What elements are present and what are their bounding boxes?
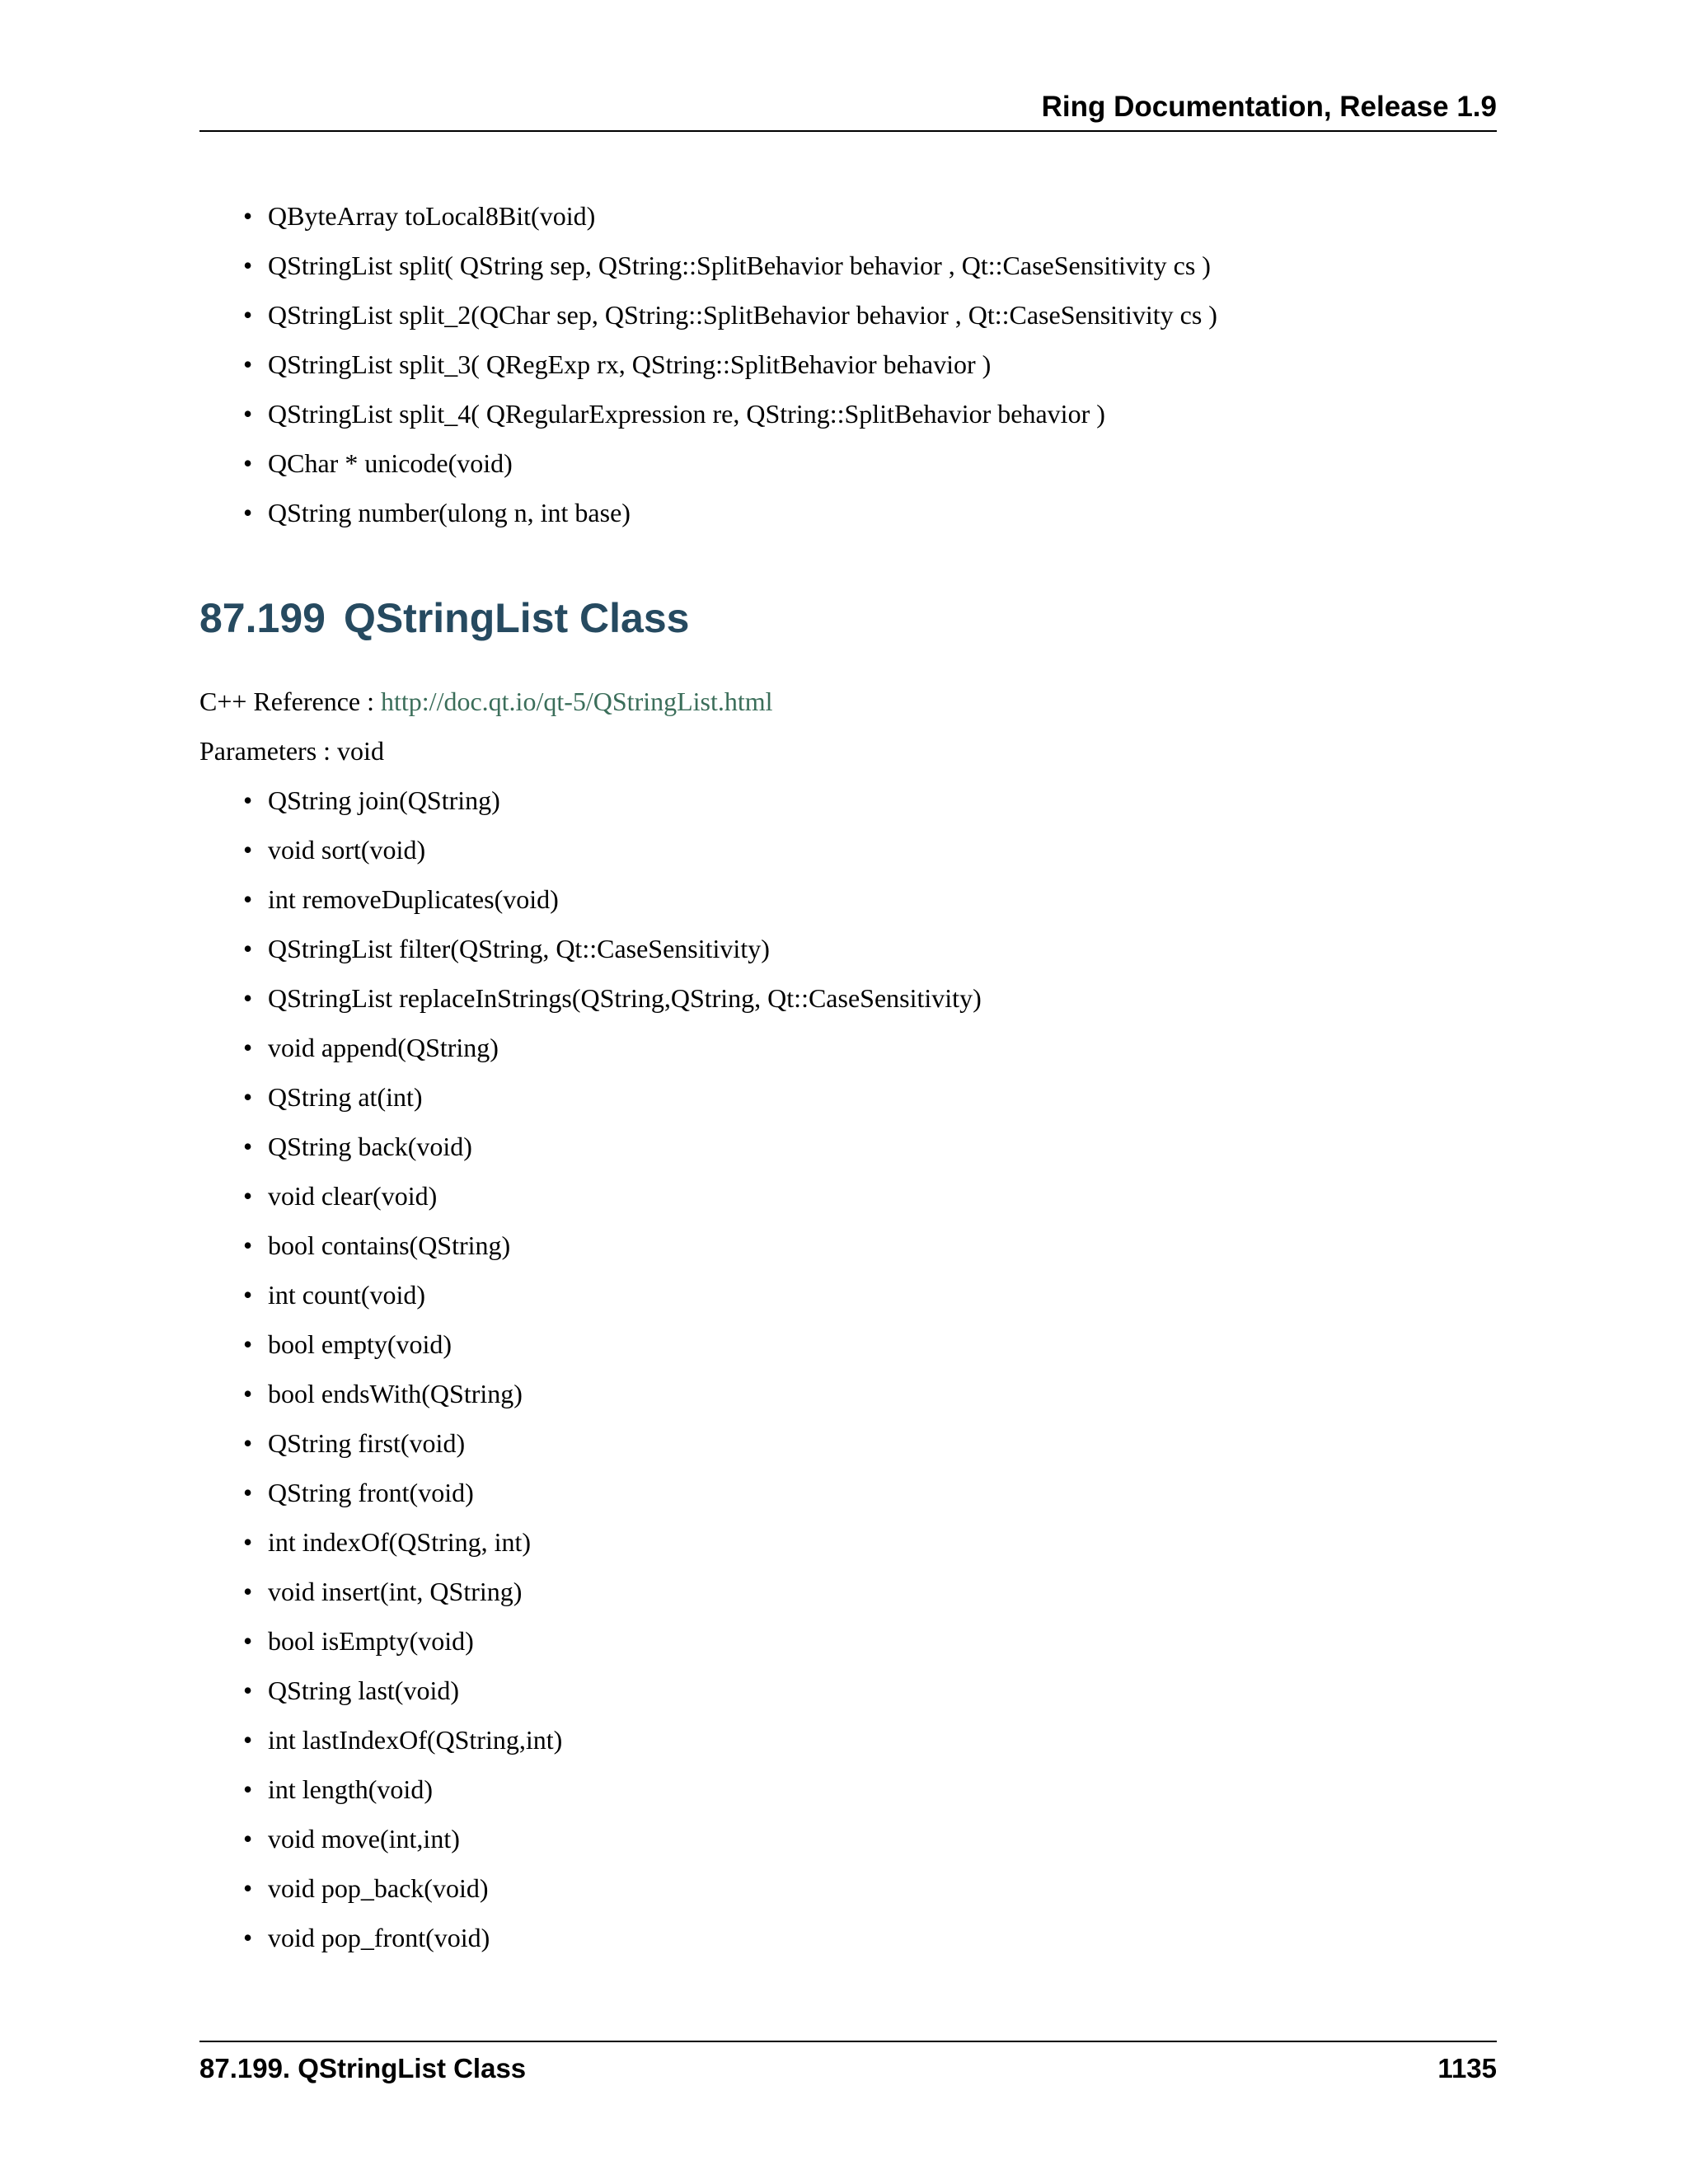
page-number: 1135: [1437, 2053, 1497, 2083]
list-item: • void append(QString): [199, 1023, 982, 1072]
footer-section-label: 87.199. QStringList Class: [199, 2053, 527, 2083]
list-item: • void insert(int, QString): [199, 1567, 982, 1616]
cpp-reference-label: C++ Reference :: [199, 687, 381, 716]
parameters-text: Parameters : void: [199, 736, 384, 766]
list-item: • QStringList split_4( QRegularExpression re, QString::SplitBehavior behavior ): [199, 389, 1217, 438]
list-item: • QStringList filter(QString, Qt::CaseSensitivity): [199, 924, 982, 973]
section-heading: [199, 592, 689, 644]
list-item: • void sort(void): [199, 825, 982, 874]
document-title: Ring Documentation, Release 1.9: [1041, 91, 1497, 123]
section-number: 87.199: [199, 595, 326, 641]
page-footer: [199, 2041, 1497, 2092]
cpp-reference-link[interactable]: http://doc.qt.io/qt-5/QStringList.html: [381, 687, 773, 716]
method-list: [199, 776, 982, 1962]
list-item: • QString first(void): [199, 1418, 982, 1468]
list-item: • void pop_front(void): [199, 1913, 982, 1962]
list-item: • void clear(void): [199, 1171, 982, 1221]
list-item: • QStringList replaceInStrings(QString,QString, Qt::CaseSensitivity): [199, 973, 982, 1023]
list-item: • QStringList split_3( QRegExp rx, QString::SplitBehavior behavior ): [199, 340, 1217, 389]
list-item: • QString back(void): [199, 1122, 982, 1171]
list-item: • QString front(void): [199, 1468, 982, 1517]
cpp-reference: [199, 685, 773, 718]
list-item: • bool contains(QString): [199, 1221, 982, 1270]
list-item: • int count(void): [199, 1270, 982, 1319]
list-item: • QString join(QString): [199, 776, 982, 825]
list-item: • QByteArray toLocal8Bit(void): [199, 191, 1217, 241]
list-item: • void pop_back(void): [199, 1863, 982, 1913]
list-item: • QStringList split( QString sep, QString::SplitBehavior behavior , Qt::CaseSensitivity cs ): [199, 241, 1217, 290]
list-item: • int removeDuplicates(void): [199, 874, 982, 924]
page-header: [199, 89, 1497, 132]
section-title: QStringList Class: [343, 595, 690, 641]
list-item: • int length(void): [199, 1765, 982, 1814]
list-item: • QString at(int): [199, 1072, 982, 1122]
list-item: • QStringList split_2(QChar sep, QString::SplitBehavior behavior , Qt::CaseSensitivity cs ): [199, 290, 1217, 340]
previous-method-list: [199, 191, 1217, 537]
list-item: • int indexOf(QString, int): [199, 1517, 982, 1567]
list-item: • QChar * unicode(void): [199, 438, 1217, 488]
list-item: • void move(int,int): [199, 1814, 982, 1863]
list-item: • int lastIndexOf(QString,int): [199, 1715, 982, 1765]
list-item: • bool isEmpty(void): [199, 1616, 982, 1666]
list-item: • bool empty(void): [199, 1319, 982, 1369]
list-item: • bool endsWith(QString): [199, 1369, 982, 1418]
list-item: • QString last(void): [199, 1666, 982, 1715]
list-item: • QString number(ulong n, int base): [199, 488, 1217, 537]
